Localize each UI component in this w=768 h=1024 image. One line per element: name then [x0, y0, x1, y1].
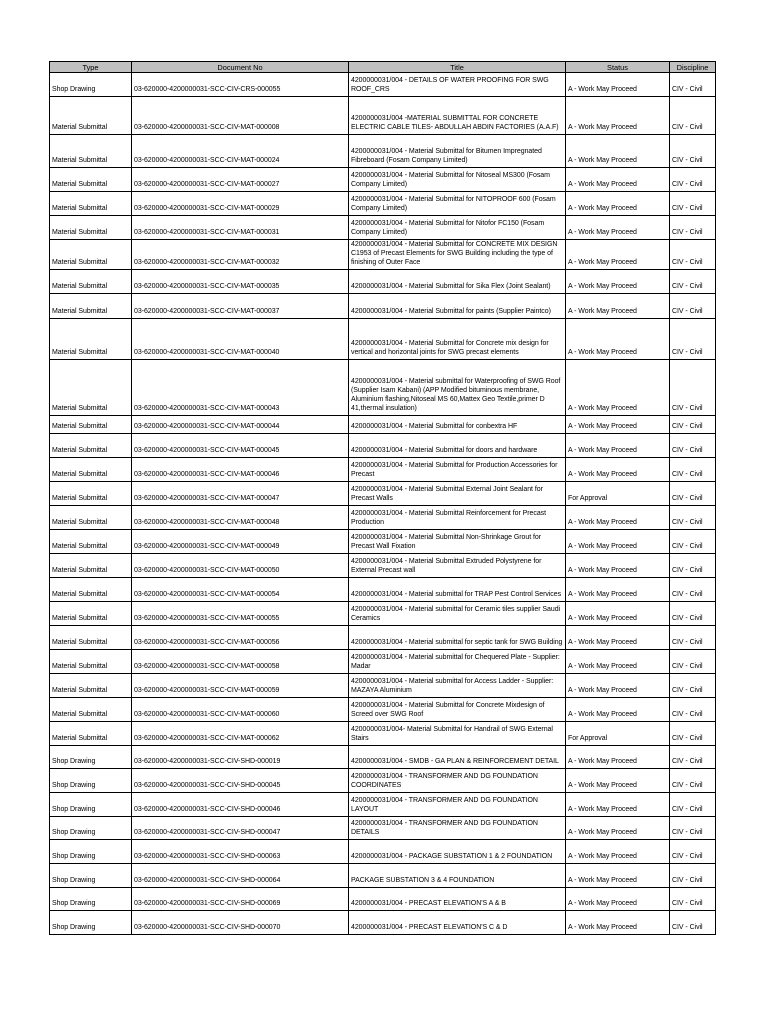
cell-title: 4200000031/004 - DETAILS OF WATER PROOFING FOR SWG ROOF_CRS [349, 73, 566, 97]
cell-document-no: 03-620000-4200000031-SCC-CIV-SHD-000069 [132, 888, 349, 911]
cell-discipline: CIV - Civil [670, 888, 716, 911]
cell-discipline: CIV - Civil [670, 135, 716, 168]
cell-title: 4200000031/004 - Material Submittal for conbextra HF [349, 416, 566, 434]
cell-type: Material Submittal [50, 674, 132, 698]
cell-discipline: CIV - Civil [670, 840, 716, 864]
cell-type: Material Submittal [50, 650, 132, 674]
cell-discipline: CIV - Civil [670, 482, 716, 506]
cell-discipline: CIV - Civil [670, 602, 716, 626]
cell-type: Material Submittal [50, 602, 132, 626]
table-row [50, 73, 716, 97]
cell-discipline: CIV - Civil [670, 626, 716, 650]
cell-document-no: 03-620000-4200000031-SCC-CIV-MAT-000059 [132, 674, 349, 698]
cell-title: 4200000031/004 - Material Submittal for NITOPROOF 600 (Fosam Company Limited) [349, 192, 566, 216]
cell-type: Material Submittal [50, 482, 132, 506]
cell-discipline: CIV - Civil [670, 746, 716, 769]
table-row [50, 698, 716, 722]
cell-status: A - Work May Proceed [566, 73, 670, 97]
table-row [50, 434, 716, 458]
cell-discipline: CIV - Civil [670, 434, 716, 458]
cell-title: 4200000031/004 - PRECAST ELEVATION'S C & D [349, 911, 566, 935]
cell-status: A - Work May Proceed [566, 135, 670, 168]
cell-document-no: 03-620000-4200000031-SCC-CIV-SHD-000064 [132, 864, 349, 888]
cell-document-no: 03-620000-4200000031-SCC-CIV-MAT-000032 [132, 240, 349, 270]
cell-title: 4200000031/004- Material Submittal for Handrail of SWG External Stairs [349, 722, 566, 746]
cell-type: Material Submittal [50, 192, 132, 216]
table-row [50, 135, 716, 168]
column-header-discipline: Discipline [670, 62, 716, 73]
table-row [50, 192, 716, 216]
cell-status: A - Work May Proceed [566, 864, 670, 888]
cell-type: Material Submittal [50, 360, 132, 416]
cell-document-no: 03-620000-4200000031-SCC-CIV-MAT-000045 [132, 434, 349, 458]
cell-discipline: CIV - Civil [670, 319, 716, 360]
cell-status: For Approval [566, 722, 670, 746]
cell-type: Material Submittal [50, 530, 132, 554]
cell-discipline: CIV - Civil [670, 294, 716, 319]
table-row [50, 864, 716, 888]
cell-discipline: CIV - Civil [670, 416, 716, 434]
cell-document-no: 03-620000-4200000031-SCC-CIV-SHD-000070 [132, 911, 349, 935]
cell-discipline: CIV - Civil [670, 168, 716, 192]
cell-document-no: 03-620000-4200000031-SCC-CIV-MAT-000046 [132, 458, 349, 482]
cell-discipline: CIV - Civil [670, 530, 716, 554]
table-row [50, 506, 716, 530]
column-header-document-no: Document No [132, 62, 349, 73]
cell-type: Material Submittal [50, 135, 132, 168]
cell-title: 4200000031/004 - Material Submittal for paints (Supplier Paintco) [349, 294, 566, 319]
cell-title: 4200000031/004 - Material submittal for septic tank for SWG Building [349, 626, 566, 650]
cell-document-no: 03-620000-4200000031-SCC-CIV-MAT-000037 [132, 294, 349, 319]
cell-document-no: 03-620000-4200000031-SCC-CIV-MAT-000062 [132, 722, 349, 746]
cell-title: 4200000031/004 - Material submittal for TRAP Pest Control Services [349, 578, 566, 602]
table-row [50, 97, 716, 135]
cell-document-no: 03-620000-4200000031-SCC-CIV-MAT-000060 [132, 698, 349, 722]
cell-discipline: CIV - Civil [670, 698, 716, 722]
cell-status: A - Work May Proceed [566, 192, 670, 216]
cell-type: Material Submittal [50, 97, 132, 135]
table-row [50, 554, 716, 578]
cell-discipline: CIV - Civil [670, 97, 716, 135]
cell-document-no: 03-620000-4200000031-SCC-CIV-SHD-000047 [132, 817, 349, 840]
cell-type: Material Submittal [50, 240, 132, 270]
cell-status: A - Work May Proceed [566, 626, 670, 650]
cell-status: A - Work May Proceed [566, 817, 670, 840]
cell-type: Shop Drawing [50, 840, 132, 864]
document-register-table [49, 61, 716, 935]
cell-document-no: 03-620000-4200000031-SCC-CIV-CRS-000055 [132, 73, 349, 97]
cell-title: 4200000031/004 - Material Submittal for doors and hardware [349, 434, 566, 458]
cell-discipline: CIV - Civil [670, 554, 716, 578]
cell-type: Shop Drawing [50, 769, 132, 793]
cell-status: A - Work May Proceed [566, 168, 670, 192]
cell-discipline: CIV - Civil [670, 360, 716, 416]
cell-document-no: 03-620000-4200000031-SCC-CIV-MAT-000056 [132, 626, 349, 650]
cell-title: 4200000031/004 - Material submittal for Access Ladder - Supplier: MAZAYA Aluminium [349, 674, 566, 698]
table-row [50, 626, 716, 650]
cell-status: A - Work May Proceed [566, 294, 670, 319]
cell-document-no: 03-620000-4200000031-SCC-CIV-SHD-000046 [132, 793, 349, 817]
table-row [50, 319, 716, 360]
cell-discipline: CIV - Civil [670, 911, 716, 935]
column-header-title: Title [349, 62, 566, 73]
cell-document-no: 03-620000-4200000031-SCC-CIV-MAT-000008 [132, 97, 349, 135]
cell-type: Material Submittal [50, 458, 132, 482]
cell-document-no: 03-620000-4200000031-SCC-CIV-MAT-000044 [132, 416, 349, 434]
cell-document-no: 03-620000-4200000031-SCC-CIV-MAT-000031 [132, 216, 349, 240]
cell-document-no: 03-620000-4200000031-SCC-CIV-MAT-000024 [132, 135, 349, 168]
column-header-status: Status [566, 62, 670, 73]
cell-title: 4200000031/004 - Material Submittal for CONCRETE MIX DESIGN C1953 of Precast Elements for SWG Building including the type of finishing of Outer Face [349, 240, 566, 270]
cell-document-no: 03-620000-4200000031-SCC-CIV-MAT-000049 [132, 530, 349, 554]
column-header-type: Type [50, 62, 132, 73]
cell-title: 4200000031/004 - Material Submittal Non-Shrinkage Grout for Precast Wall Fixation [349, 530, 566, 554]
cell-type: Material Submittal [50, 578, 132, 602]
cell-status: A - Work May Proceed [566, 240, 670, 270]
cell-type: Material Submittal [50, 626, 132, 650]
table-row [50, 911, 716, 935]
cell-title: 4200000031/004 - Material Submittal External Joint Sealant for Precast Walls [349, 482, 566, 506]
cell-type: Material Submittal [50, 168, 132, 192]
cell-status: A - Work May Proceed [566, 97, 670, 135]
cell-discipline: CIV - Civil [670, 270, 716, 294]
cell-title: 4200000031/004 - Material Submittal for Nitofor FC150 (Fosam Company Limited) [349, 216, 566, 240]
cell-type: Material Submittal [50, 554, 132, 578]
cell-status: A - Work May Proceed [566, 360, 670, 416]
cell-document-no: 03-620000-4200000031-SCC-CIV-MAT-000043 [132, 360, 349, 416]
cell-status: A - Work May Proceed [566, 416, 670, 434]
cell-title: 4200000031/004 - TRANSFORMER AND DG FOUNDATION COORDINATES [349, 769, 566, 793]
cell-status: A - Work May Proceed [566, 674, 670, 698]
cell-type: Material Submittal [50, 319, 132, 360]
cell-discipline: CIV - Civil [670, 240, 716, 270]
cell-type: Material Submittal [50, 416, 132, 434]
cell-status: A - Work May Proceed [566, 554, 670, 578]
table-row [50, 793, 716, 817]
cell-title: 4200000031/004 - Material Submittal for Production Accessories for Precast [349, 458, 566, 482]
cell-title: 4200000031/004 - PACKAGE SUBSTATION 1 & 2 FOUNDATION [349, 840, 566, 864]
cell-type: Shop Drawing [50, 817, 132, 840]
header-row [50, 62, 716, 73]
table-body [50, 73, 716, 935]
cell-document-no: 03-620000-4200000031-SCC-CIV-MAT-000055 [132, 602, 349, 626]
table-row [50, 722, 716, 746]
table-row [50, 817, 716, 840]
table-row [50, 294, 716, 319]
cell-document-no: 03-620000-4200000031-SCC-CIV-MAT-000050 [132, 554, 349, 578]
cell-document-no: 03-620000-4200000031-SCC-CIV-MAT-000058 [132, 650, 349, 674]
cell-discipline: CIV - Civil [670, 458, 716, 482]
cell-status: A - Work May Proceed [566, 578, 670, 602]
table-row [50, 888, 716, 911]
cell-type: Shop Drawing [50, 746, 132, 769]
cell-type: Material Submittal [50, 216, 132, 240]
cell-status: For Approval [566, 482, 670, 506]
cell-document-no: 03-620000-4200000031-SCC-CIV-SHD-000019 [132, 746, 349, 769]
cell-document-no: 03-620000-4200000031-SCC-CIV-MAT-000054 [132, 578, 349, 602]
cell-discipline: CIV - Civil [670, 817, 716, 840]
cell-discipline: CIV - Civil [670, 674, 716, 698]
cell-status: A - Work May Proceed [566, 530, 670, 554]
document-register-sheet [49, 61, 715, 935]
cell-status: A - Work May Proceed [566, 698, 670, 722]
cell-status: A - Work May Proceed [566, 888, 670, 911]
cell-status: A - Work May Proceed [566, 840, 670, 864]
cell-type: Material Submittal [50, 506, 132, 530]
cell-status: A - Work May Proceed [566, 793, 670, 817]
cell-status: A - Work May Proceed [566, 746, 670, 769]
cell-type: Shop Drawing [50, 911, 132, 935]
cell-document-no: 03-620000-4200000031-SCC-CIV-MAT-000047 [132, 482, 349, 506]
table-row [50, 416, 716, 434]
cell-status: A - Work May Proceed [566, 270, 670, 294]
cell-title: 4200000031/004 - Material submittal for Ceramic tiles supplier Saudi Ceramics [349, 602, 566, 626]
cell-document-no: 03-620000-4200000031-SCC-CIV-SHD-000045 [132, 769, 349, 793]
cell-type: Shop Drawing [50, 73, 132, 97]
cell-status: A - Work May Proceed [566, 911, 670, 935]
cell-title: 4200000031/004 - TRANSFORMER AND DG FOUNDATION LAYOUT [349, 793, 566, 817]
cell-type: Shop Drawing [50, 793, 132, 817]
table-row [50, 482, 716, 506]
cell-status: A - Work May Proceed [566, 602, 670, 626]
cell-status: A - Work May Proceed [566, 650, 670, 674]
cell-status: A - Work May Proceed [566, 769, 670, 793]
cell-title: 4200000031/004 - Material Submittal for Bitumen Impregnated Fibreboard (Fosam Company Limited) [349, 135, 566, 168]
cell-title: 4200000031/004 - Material Submittal Extruded Polystyrene for External Precast wall [349, 554, 566, 578]
table-row [50, 216, 716, 240]
table-row [50, 746, 716, 769]
table-row [50, 650, 716, 674]
cell-discipline: CIV - Civil [670, 769, 716, 793]
table-row [50, 168, 716, 192]
cell-discipline: CIV - Civil [670, 216, 716, 240]
cell-document-no: 03-620000-4200000031-SCC-CIV-SHD-000063 [132, 840, 349, 864]
cell-title: 4200000031/004 - Material Submittal for Concrete mix design for vertical and horizontal joints for SWG precast elements [349, 319, 566, 360]
cell-title: 4200000031/004 -MATERIAL SUBMITTAL FOR CONCRETE ELECTRIC CABLE TILES- ABDULLAH ABDIN FACTORIES (A.A.F) [349, 97, 566, 135]
cell-title: 4200000031/004 - Material Submittal for Concrete Mixdesign of Screed over SWG Roof [349, 698, 566, 722]
cell-document-no: 03-620000-4200000031-SCC-CIV-MAT-000040 [132, 319, 349, 360]
cell-title: 4200000031/004 - TRANSFORMER AND DG FOUNDATION DETAILS [349, 817, 566, 840]
table-row [50, 602, 716, 626]
cell-document-no: 03-620000-4200000031-SCC-CIV-MAT-000035 [132, 270, 349, 294]
cell-discipline: CIV - Civil [670, 650, 716, 674]
cell-type: Material Submittal [50, 270, 132, 294]
cell-title: 4200000031/004 - Material submittal for Chequered Plate - Supplier: Madar [349, 650, 566, 674]
cell-document-no: 03-620000-4200000031-SCC-CIV-MAT-000048 [132, 506, 349, 530]
table-row [50, 769, 716, 793]
table-row [50, 360, 716, 416]
cell-type: Material Submittal [50, 294, 132, 319]
cell-status: A - Work May Proceed [566, 458, 670, 482]
cell-status: A - Work May Proceed [566, 506, 670, 530]
cell-title: 4200000031/004 - PRECAST ELEVATION'S A & B [349, 888, 566, 911]
cell-title: PACKAGE SUBSTATION 3 & 4 FOUNDATION [349, 864, 566, 888]
cell-discipline: CIV - Civil [670, 192, 716, 216]
cell-status: A - Work May Proceed [566, 319, 670, 360]
table-row [50, 270, 716, 294]
table-row [50, 530, 716, 554]
cell-discipline: CIV - Civil [670, 578, 716, 602]
cell-title: 4200000031/004 - SMDB - GA PLAN & REINFORCEMENT DETAIL [349, 746, 566, 769]
cell-document-no: 03-620000-4200000031-SCC-CIV-MAT-000027 [132, 168, 349, 192]
cell-discipline: CIV - Civil [670, 793, 716, 817]
table-row [50, 578, 716, 602]
cell-discipline: CIV - Civil [670, 506, 716, 530]
cell-discipline: CIV - Civil [670, 864, 716, 888]
cell-status: A - Work May Proceed [566, 434, 670, 458]
table-row [50, 840, 716, 864]
cell-title: 4200000031/004 - Material Submittal for Nitoseal MS300 (Fosam Company Limited) [349, 168, 566, 192]
cell-status: A - Work May Proceed [566, 216, 670, 240]
cell-title: 4200000031/004 - Material Submittal Reinforcement for Precast Production [349, 506, 566, 530]
table-row [50, 458, 716, 482]
cell-type: Material Submittal [50, 722, 132, 746]
cell-type: Material Submittal [50, 434, 132, 458]
cell-type: Material Submittal [50, 698, 132, 722]
cell-type: Shop Drawing [50, 864, 132, 888]
cell-type: Shop Drawing [50, 888, 132, 911]
cell-document-no: 03-620000-4200000031-SCC-CIV-MAT-000029 [132, 192, 349, 216]
cell-title: 4200000031/004 - Material Submittal for Sika Flex (Joint Sealant) [349, 270, 566, 294]
cell-title: 4200000031/004 - Material submittal for Waterproofing of SWG Roof (Supplier Isam Kabani) (APP Modified bituminous membrane, Aluminium flashing,Nitoseal MS 60,Mattex Geo Textile,primer D 41,thermal insulation) [349, 360, 566, 416]
cell-discipline: CIV - Civil [670, 722, 716, 746]
table-row [50, 674, 716, 698]
cell-discipline: CIV - Civil [670, 73, 716, 97]
table-row [50, 240, 716, 270]
